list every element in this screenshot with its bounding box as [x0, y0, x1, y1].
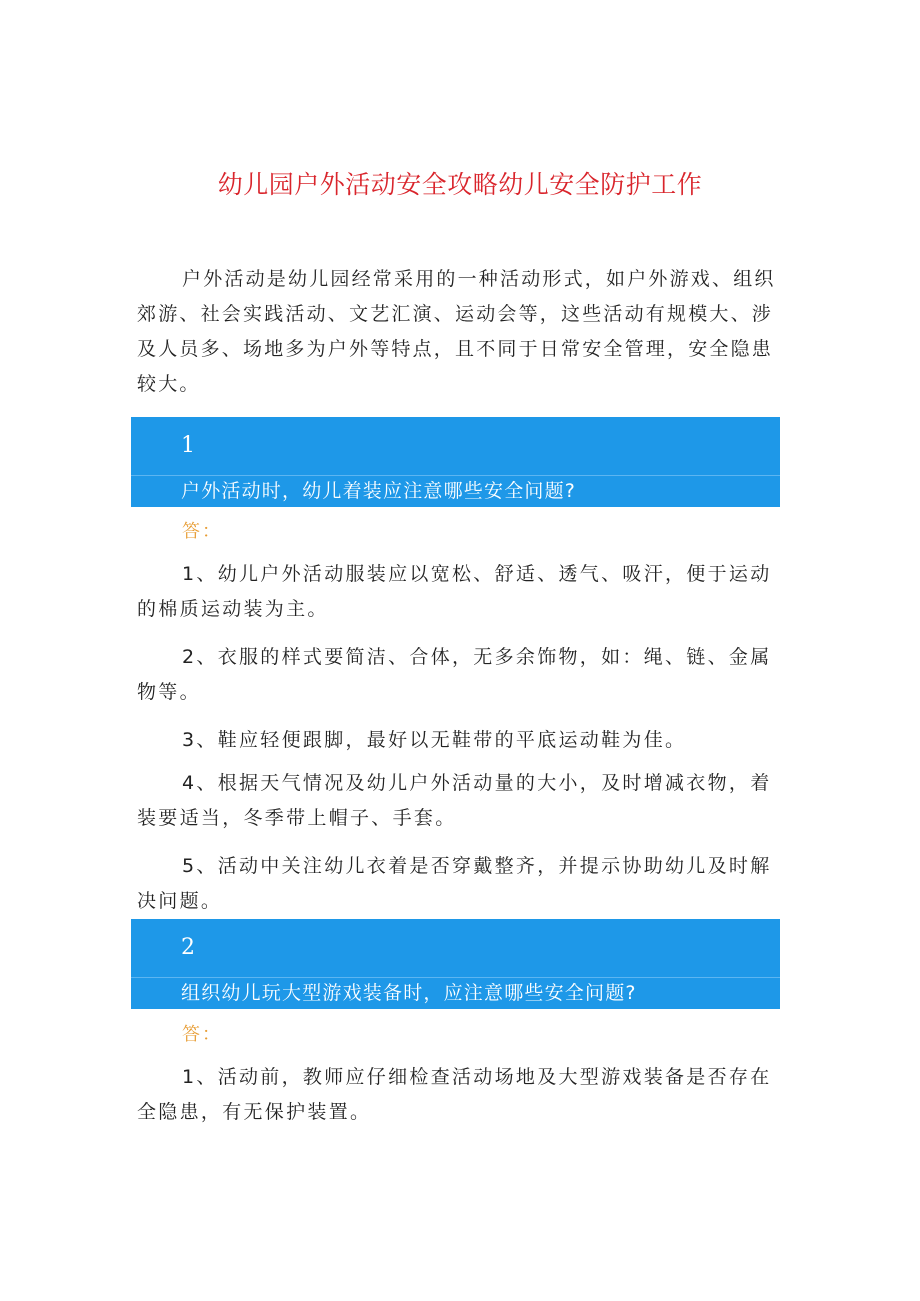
- answer-item: 4、根据天气情况及幼儿户外活动量的大小，及时增减衣物，着装要适当，冬季带上帽子、手套。: [137, 772, 772, 829]
- answer-item: 1、幼儿户外活动服装应以宽松、舒适、透气、吸汗，便于运动的棉质运动装为主。: [137, 563, 772, 620]
- page-title: 幼儿园户外活动安全攻略幼儿安全防护工作: [217, 170, 703, 199]
- answer-label: 答：: [182, 521, 222, 542]
- answer-label: 答：: [182, 1024, 222, 1045]
- answer-item: 3、鞋应轻便跟脚，最好以无鞋带的平底运动鞋为佳。: [182, 729, 687, 751]
- answer-item: 1、活动前，教师应仔细检查活动场地及大型游戏装备是否存在全隐患，有无保护装置。: [137, 1066, 772, 1123]
- section-question: 户外活动时，幼儿着装应注意哪些安全问题?: [181, 480, 577, 502]
- section-banner-1: [131, 417, 780, 507]
- section-number: 2: [181, 935, 195, 960]
- intro-paragraph: 户外活动是幼儿园经常采用的一种活动形式，如户外游戏、组织郊游、社会实践活动、文艺汇演、运动会等，这些活动有规模大、涉及人员多、场地多为户外等特点，且不同于日常安全管理，安全隐患较大。: [137, 268, 776, 395]
- answer-item: 5、活动中关注幼儿衣着是否穿戴整齐，并提示协助幼儿及时解决问题。: [137, 855, 772, 912]
- section-banner-2: [131, 919, 780, 1009]
- section-number: 1: [181, 433, 195, 458]
- section-question: 组织幼儿玩大型游戏装备时，应注意哪些安全问题?: [181, 982, 637, 1004]
- answer-item: 2、衣服的样式要简洁、合体，无多余饰物，如：绳、链、金属物等。: [137, 646, 772, 703]
